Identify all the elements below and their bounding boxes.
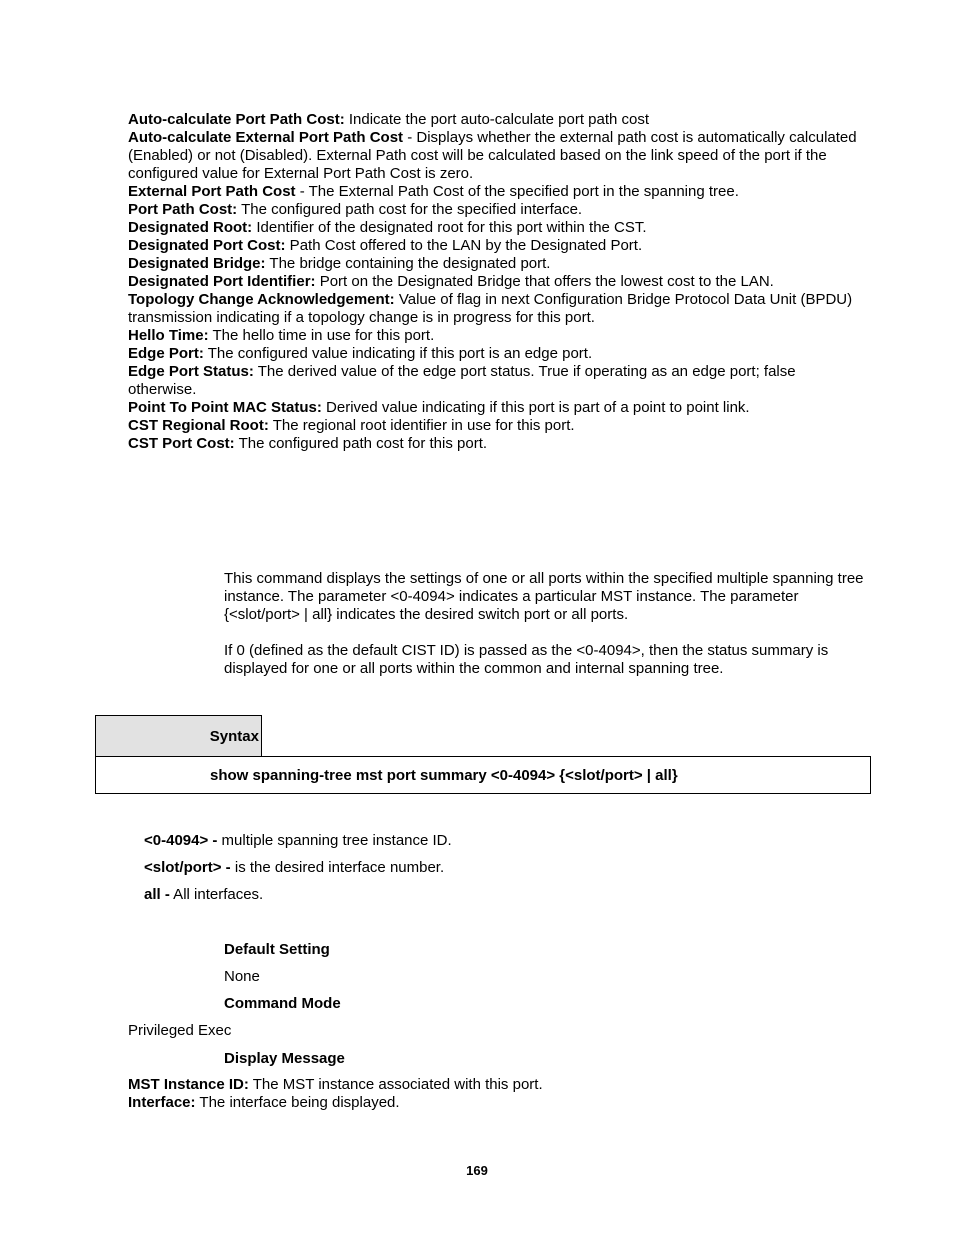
definition-item <box>128 219 868 237</box>
definition-term: Designated Bridge: <box>128 255 266 272</box>
definition-item <box>128 1076 868 1094</box>
definition-term: External Port Path Cost <box>128 183 296 200</box>
definition-item <box>128 345 868 363</box>
default-setting-heading: Default Setting <box>224 941 330 958</box>
definition-text: The derived value of the edge port status. True if operating as an edge port; false otherwise. <box>128 363 796 398</box>
definition-text: The hello time in use for this port. <box>208 327 435 344</box>
definition-item <box>128 417 868 435</box>
syntax-command-cell <box>95 756 871 794</box>
command-mode-value: Privileged Exec <box>128 1022 232 1039</box>
definition-item <box>128 399 868 417</box>
parameter-item <box>144 859 444 876</box>
definition-term: Edge Port: <box>128 345 204 362</box>
syntax-table <box>95 715 871 794</box>
definition-term: Topology Change Acknowledgement: <box>128 291 395 308</box>
syntax-command: show spanning-tree mst port summary <0-4094> {<slot/port> | all} <box>210 766 678 784</box>
definition-text: The bridge containing the designated port. <box>265 255 551 272</box>
definition-text: - Displays whether the external path cost is automatically calculated (Enabled) or not (Disabled). External Path cost will be calculated based on the link speed of the port if the configured value for External Port Path Cost is zero. <box>128 129 857 182</box>
definition-term: CST Port Cost: <box>128 435 235 452</box>
definition-text: The configured value indicating if this port is an edge port. <box>203 345 593 362</box>
parameter-item <box>144 886 263 903</box>
definition-term: Auto-calculate External Port Path Cost <box>128 129 404 146</box>
definition-term: Interface: <box>128 1094 196 1111</box>
definition-text: The MST instance associated with this port. <box>248 1076 543 1093</box>
definition-item <box>128 1094 868 1112</box>
definition-term: CST Regional Root: <box>128 417 269 434</box>
definition-text: The regional root identifier in use for this port. <box>268 417 575 434</box>
page-number: 169 <box>466 1163 488 1178</box>
definition-text: - The External Path Cost of the specified port in the spanning tree. <box>295 183 739 200</box>
definition-item <box>128 363 868 399</box>
command-mode-heading: Command Mode <box>224 995 341 1012</box>
definition-term: Designated Root: <box>128 219 253 236</box>
default-setting-value: None <box>224 968 260 985</box>
definition-item <box>128 183 868 201</box>
command-description: This command displays the settings of one or all ports within the specified multiple spanning tree instance. The parameter <0-4094> indicates a particular MST instance. The parameter {<slot/port> | all} indicates the desired switch port or all ports. <box>224 570 864 623</box>
field-definitions <box>128 111 868 453</box>
definition-term: Point To Point MAC Status: <box>128 399 322 416</box>
parameter-name: <0-4094> - <box>144 832 218 849</box>
definition-item <box>128 273 868 291</box>
definition-item <box>128 255 868 273</box>
definition-text: Identifier of the designated root for this port within the CST. <box>252 219 647 236</box>
definition-text: The configured path cost for this port. <box>234 435 488 452</box>
definition-item <box>128 327 868 345</box>
definition-term: Designated Port Identifier: <box>128 273 316 290</box>
parameter-name: all - <box>144 886 170 903</box>
definition-text: The interface being displayed. <box>195 1094 400 1111</box>
definition-text: Indicate the port auto-calculate port path cost <box>344 111 650 128</box>
definition-item <box>128 201 868 219</box>
definition-text: Port on the Designated Bridge that offers the lowest cost to the LAN. <box>315 273 774 290</box>
syntax-header-cell <box>95 715 262 756</box>
definition-text: Value of flag in next Configuration Bridge Protocol Data Unit (BPDU) transmission indicating if a topology change is in progress for this port. <box>128 291 853 326</box>
definition-term: Edge Port Status: <box>128 363 254 380</box>
definition-item <box>128 291 868 327</box>
display-definitions <box>128 1076 868 1112</box>
definition-text: The configured path cost for the specified interface. <box>237 201 583 218</box>
definition-term: MST Instance ID: <box>128 1076 249 1093</box>
definition-item <box>128 129 868 183</box>
definition-term: Designated Port Cost: <box>128 237 286 254</box>
definition-item <box>128 111 868 129</box>
definition-term: Auto-calculate Port Path Cost: <box>128 111 345 128</box>
definition-term: Port Path Cost: <box>128 201 238 218</box>
parameter-name: <slot/port> - <box>144 859 231 876</box>
parameter-text: is the desired interface number. <box>230 859 445 876</box>
parameter-text: All interfaces. <box>169 886 264 903</box>
syntax-heading: Syntax <box>209 727 259 745</box>
display-message-heading: Display Message <box>224 1050 345 1067</box>
definition-item <box>128 435 868 453</box>
definition-item <box>128 237 868 255</box>
parameter-item <box>144 832 452 849</box>
definition-text: Path Cost offered to the LAN by the Designated Port. <box>285 237 643 254</box>
parameter-text: multiple spanning tree instance ID. <box>217 832 452 849</box>
definition-text: Derived value indicating if this port is part of a point to point link. <box>321 399 750 416</box>
cist-note: If 0 (defined as the default CIST ID) is passed as the <0-4094>, then the status summary is displayed for one or all ports within the common and internal spanning tree. <box>224 642 829 677</box>
definition-term: Hello Time: <box>128 327 209 344</box>
